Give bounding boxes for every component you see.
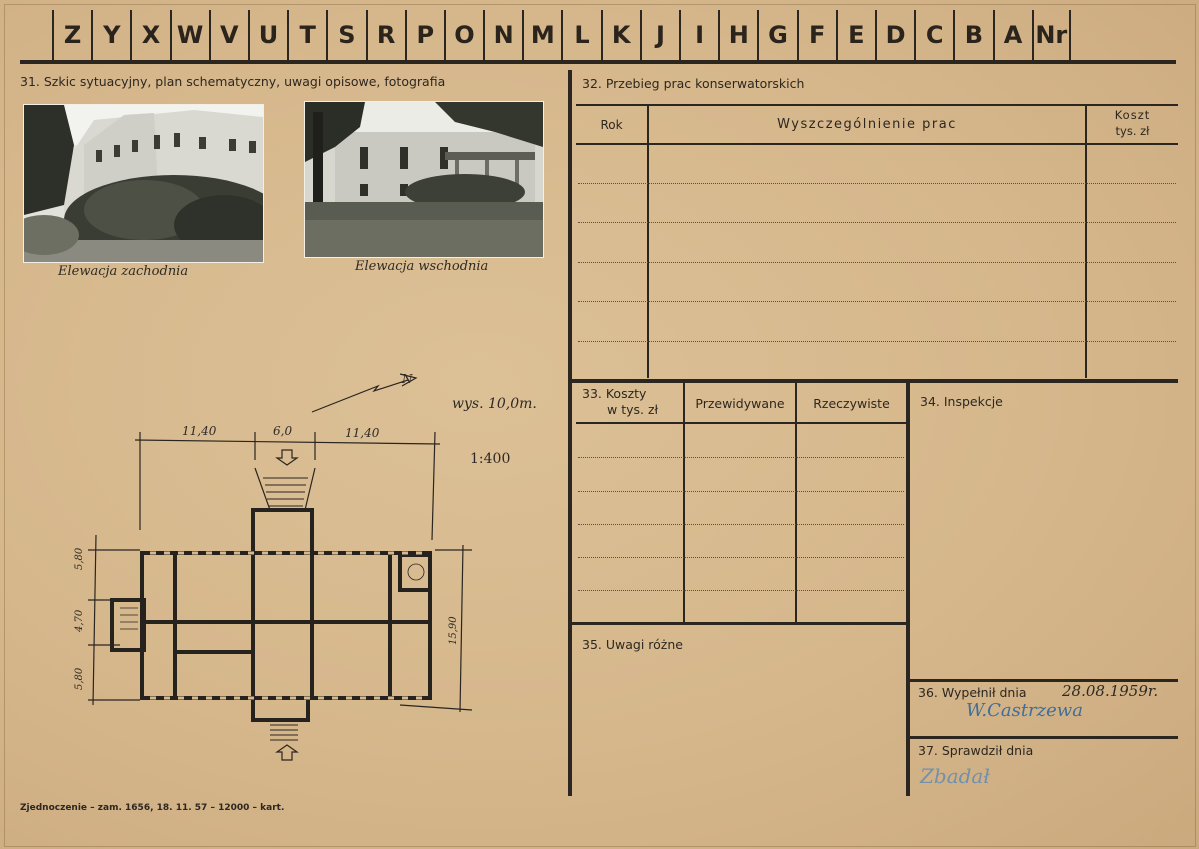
s36-date: 28.08.1959r. <box>1062 682 1159 700</box>
s33-col-rzeczywiste: Rzeczywiste <box>813 395 890 411</box>
letter-cell-u: U <box>248 10 287 60</box>
floor-plan-sketch <box>60 360 540 770</box>
s32-col-koszt-unit: tys. zł <box>1115 124 1150 138</box>
section-37-title: 37. Sprawdził dnia <box>918 743 1034 758</box>
photo-east-elevation <box>304 101 544 258</box>
section-34-title: 34. Inspekcje <box>920 394 1003 409</box>
dim-left-3: 5,80 <box>74 667 85 690</box>
letter-cell-k: K <box>601 10 640 60</box>
s37-signature: Zbadał <box>920 764 990 788</box>
divider-32-bottom <box>572 379 1178 383</box>
s32-row-line <box>578 262 1176 263</box>
photo2-caption: Elewacja wschodnia <box>355 259 489 274</box>
s32-row-line <box>578 341 1176 342</box>
letter-cell-e: E <box>836 10 875 60</box>
letter-cell-l: L <box>561 10 600 60</box>
letter-cell-j: J <box>640 10 679 60</box>
letter-cell-r: R <box>366 10 405 60</box>
footer-print-info: Zjednoczenie – zam. 1656, 18. 11. 57 – 12000 – kart. <box>20 803 285 813</box>
s32-col-sep-2 <box>1085 104 1087 378</box>
letter-cell-x: X <box>130 10 169 60</box>
letter-cell-f: F <box>797 10 836 60</box>
letter-cell-o: O <box>444 10 483 60</box>
s33-row-line <box>578 457 904 458</box>
section-32-title: 32. Przebieg prac konserwatorskich <box>582 76 805 91</box>
s36-signature: W.Castrzewa <box>966 700 1083 721</box>
section-31-title: 31. Szkic sytuacyjny, plan schematyczny, uwagi opisowe, fotografia <box>20 74 446 89</box>
dim-right: 15,90 <box>448 616 459 645</box>
letter-cell-z: Z <box>52 10 91 60</box>
s33-row-line <box>578 491 904 492</box>
dim-left-1: 5,80 <box>74 547 85 570</box>
divider-33-bottom <box>572 622 906 625</box>
letter-cell-s: S <box>326 10 365 60</box>
s33-header-bottom <box>576 422 906 424</box>
letter-cell-nr: Nr <box>1032 10 1071 60</box>
dim-top-2: 6,0 <box>273 424 293 438</box>
divider-left <box>568 70 572 796</box>
letter-cell-v: V <box>209 10 248 60</box>
s32-row-line <box>578 301 1176 302</box>
dim-top-3: 11,40 <box>345 426 380 440</box>
dim-left-2: 4,70 <box>74 609 85 632</box>
s32-col-koszt: Koszt <box>1114 108 1151 122</box>
dim-top-1: 11,40 <box>182 424 217 438</box>
s33-row-line <box>578 590 904 591</box>
s32-row-line <box>578 183 1176 184</box>
letter-cell-n: N <box>483 10 522 60</box>
letter-cell-t: T <box>287 10 326 60</box>
s32-col-sep-1 <box>647 104 649 378</box>
letter-cell-b: B <box>953 10 992 60</box>
letter-cell-g: G <box>757 10 796 60</box>
s33-row-line <box>578 557 904 558</box>
s33-title-unit: w tys. zł <box>607 402 659 417</box>
letter-cell-d: D <box>875 10 914 60</box>
s32-col-rok: Rok <box>600 117 623 132</box>
s33-title: 33. Koszty <box>582 386 647 401</box>
divider-36-bottom <box>910 736 1178 739</box>
letter-cell-y: Y <box>91 10 130 60</box>
letter-cell-p: P <box>405 10 444 60</box>
section-36-title: 36. Wypełnił dnia <box>918 685 1027 700</box>
height-note: wys. 10,0m. <box>452 396 537 412</box>
letter-cell-h: H <box>718 10 757 60</box>
s32-header-bottom <box>576 143 1178 145</box>
letter-cell-w: W <box>170 10 209 60</box>
photo-west-elevation <box>23 104 264 263</box>
north-label: N <box>402 372 413 386</box>
s32-row-line <box>578 222 1176 223</box>
s33-col-przewidywane: Przewidywane <box>695 395 785 411</box>
letter-cell-m: M <box>522 10 561 60</box>
letter-cell-i: I <box>679 10 718 60</box>
scale-note: 1:400 <box>470 451 511 467</box>
letter-cell-c: C <box>914 10 953 60</box>
top-rule <box>20 60 1176 64</box>
s33-row-line <box>578 524 904 525</box>
photo1-caption: Elewacja zachodnia <box>58 264 189 279</box>
divider-right <box>906 382 910 796</box>
s32-col-wyszczegolnienie: Wyszczególnienie prac <box>777 117 957 132</box>
section-35-title: 35. Uwagi różne <box>582 637 683 652</box>
letter-index-strip <box>52 10 1082 60</box>
letter-cell-a: A <box>993 10 1032 60</box>
